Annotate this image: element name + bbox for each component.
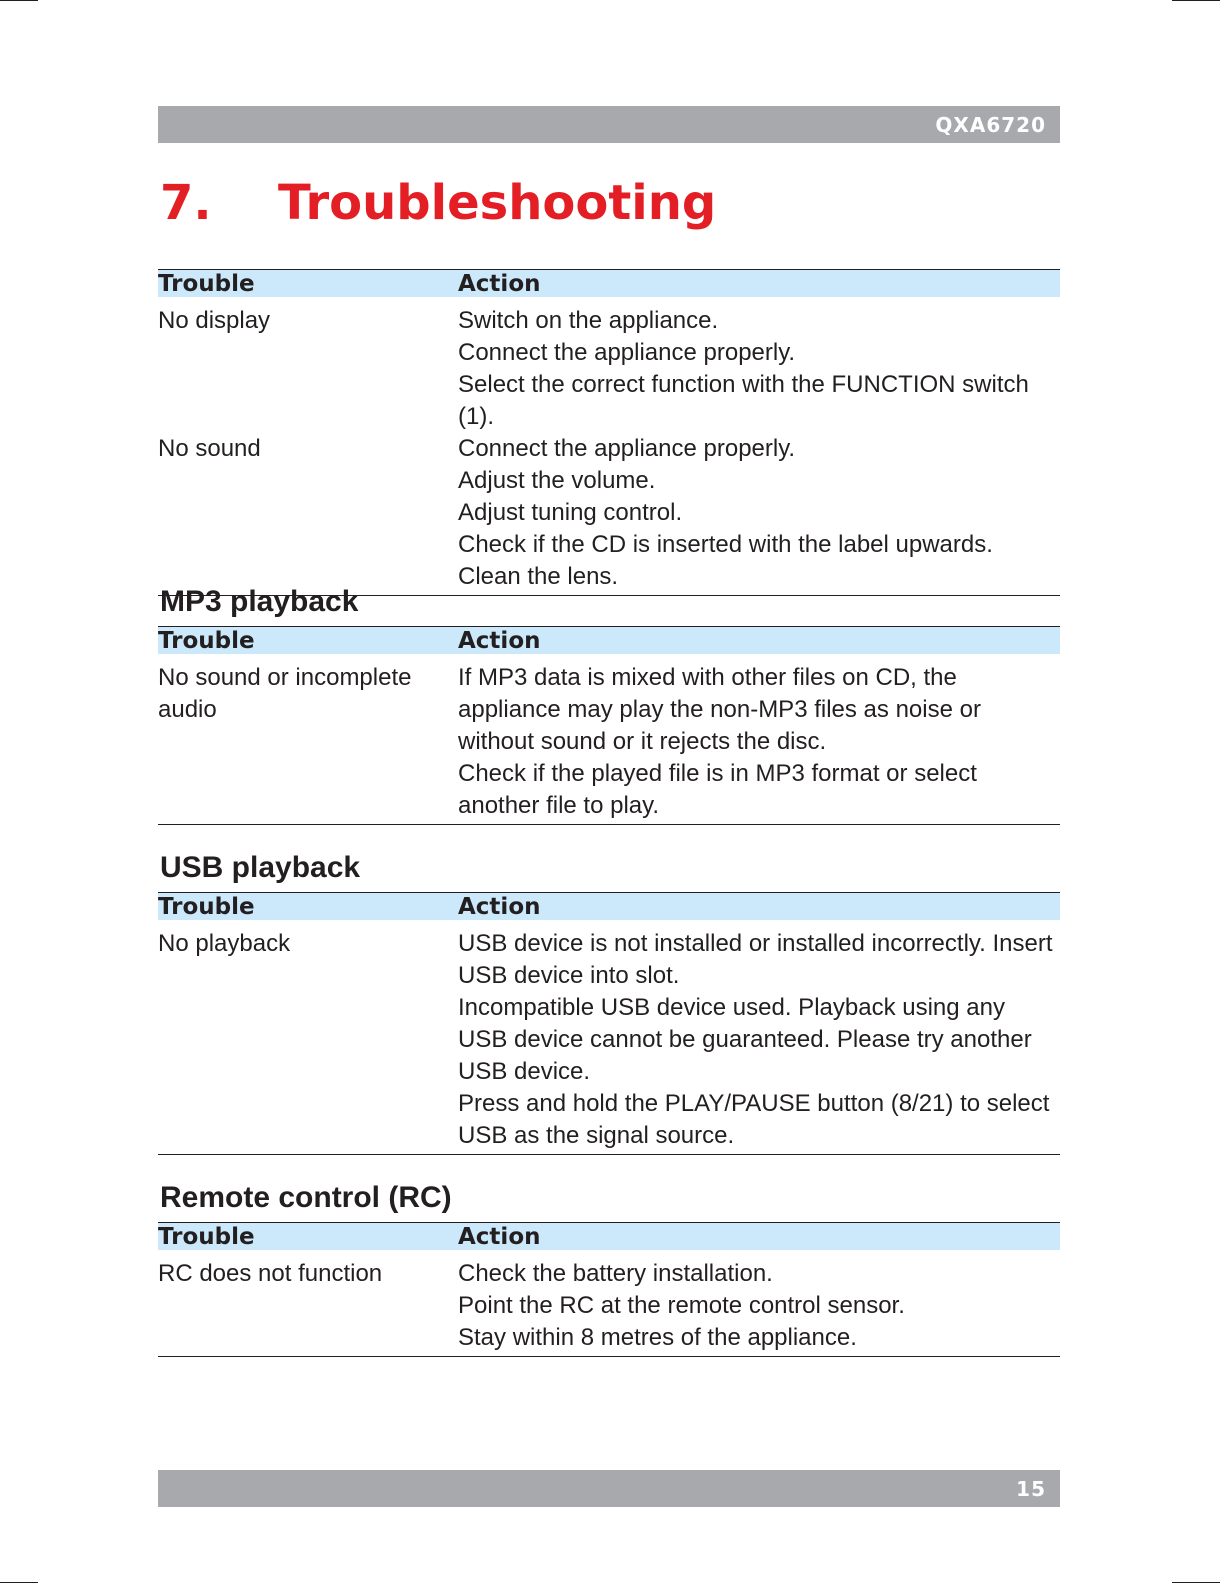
table-row xyxy=(158,433,1060,593)
section-title: MP3 playback xyxy=(160,585,359,618)
table-header xyxy=(158,269,1060,297)
trouble-cell: RC does not function xyxy=(158,1260,383,1287)
action-line: Adjust the volume. xyxy=(458,467,656,494)
table-header xyxy=(158,1222,1060,1250)
action-line: Check the battery installation. xyxy=(458,1260,773,1287)
action-line: Connect the appliance properly. xyxy=(458,339,796,366)
table-row xyxy=(158,1258,1060,1354)
col-action-header: Action xyxy=(458,893,541,920)
section-title: Remote control (RC) xyxy=(160,1181,452,1214)
table-header xyxy=(158,626,1060,654)
section-title: USB playback xyxy=(160,851,361,884)
chapter-title xyxy=(160,173,716,233)
action-line: Switch on the appliance. xyxy=(458,307,719,334)
action-cell xyxy=(458,305,1060,433)
trouble-cell: No sound or incomplete audio xyxy=(158,664,412,723)
action-line: Stay within 8 metres of the appliance. xyxy=(458,1324,857,1351)
col-trouble-header: Trouble xyxy=(158,893,255,920)
action-line: Adjust tuning control. xyxy=(458,499,683,526)
chapter-number: 7. xyxy=(160,175,212,231)
action-line: USB device is not installed or installed incorrectly. Insert USB device into slot. xyxy=(458,930,1053,989)
action-line: Press and hold the PLAY/PAUSE button (8/21) to select USB as the signal source. xyxy=(458,1090,1050,1149)
action-line: Connect the appliance properly. xyxy=(458,435,796,462)
chapter-title-text: Troubleshooting xyxy=(278,175,717,231)
table-row xyxy=(158,662,1060,822)
section-usb-playback xyxy=(158,850,1060,1155)
model-label: QXA6720 xyxy=(935,112,1046,137)
action-line: Clean the lens. xyxy=(458,563,619,590)
action-line: Incompatible USB device used. Playback using any USB device cannot be guaranteed. Please try another USB device. xyxy=(458,994,1032,1085)
action-line: If MP3 data is mixed with other files on CD, the appliance may play the non-MP3 files as noise or without sound or it rejects the disc. xyxy=(458,664,981,755)
page-number: 15 xyxy=(1016,1476,1046,1501)
trouble-cell: No display xyxy=(158,307,271,334)
action-line: Select the correct function with the FUNCTION switch (1). xyxy=(458,371,1029,430)
col-action-header: Action xyxy=(458,1223,541,1250)
footer-band xyxy=(158,1470,1060,1507)
section-mp3-playback xyxy=(158,584,1060,825)
trouble-cell: No playback xyxy=(158,930,291,957)
col-action-header: Action xyxy=(458,270,541,297)
action-line: Check if the CD is inserted with the label upwards. xyxy=(458,531,993,558)
action-cell xyxy=(458,662,1060,822)
section-general xyxy=(158,269,1060,596)
section-remote-control xyxy=(158,1180,1060,1357)
table-body xyxy=(158,297,1060,596)
table-body xyxy=(158,654,1060,825)
crop-mark-top-right xyxy=(1172,0,1220,1)
table-body xyxy=(158,920,1060,1155)
crop-mark-top-left xyxy=(0,0,38,1)
action-cell xyxy=(458,928,1060,1152)
action-cell xyxy=(458,1258,1060,1354)
action-line: Check if the played file is in MP3 format or select another file to play. xyxy=(458,760,977,819)
action-cell xyxy=(458,433,1060,593)
table-body xyxy=(158,1250,1060,1357)
col-action-header: Action xyxy=(458,627,541,654)
trouble-cell: No sound xyxy=(158,435,261,462)
col-trouble-header: Trouble xyxy=(158,270,255,297)
table-row xyxy=(158,305,1060,433)
header-band xyxy=(158,106,1060,143)
table-row xyxy=(158,928,1060,1152)
action-line: Point the RC at the remote control sensor. xyxy=(458,1292,905,1319)
col-trouble-header: Trouble xyxy=(158,1223,255,1250)
table-header xyxy=(158,892,1060,920)
col-trouble-header: Trouble xyxy=(158,627,255,654)
